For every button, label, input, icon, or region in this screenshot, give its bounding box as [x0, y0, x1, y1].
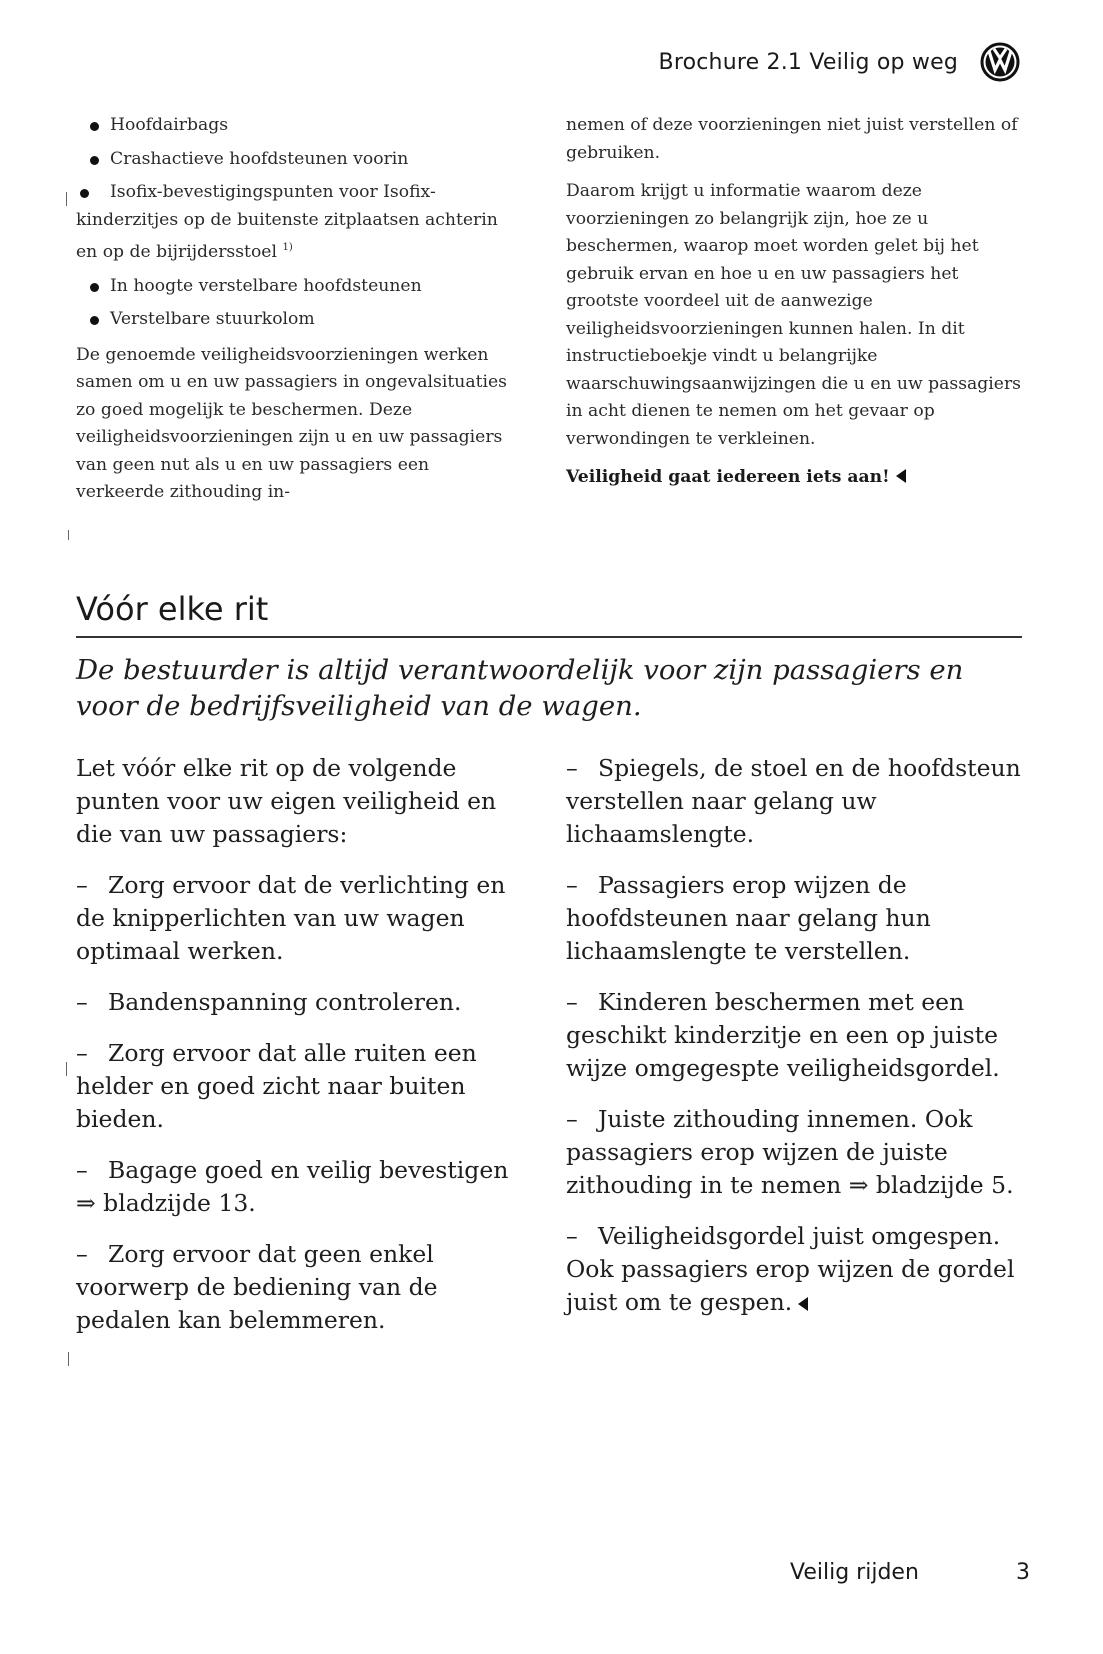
page-header: [600, 42, 1020, 82]
page-number: 3: [1016, 1560, 1030, 1585]
checklist-item: – Passagiers erop wijzen de hoofdsteunen naar gelang hun lichaamslengte te verstellen.: [566, 871, 931, 965]
list-item: Verstelbare stuurkolom: [76, 306, 521, 334]
dash-icon: –: [76, 988, 88, 1016]
list-item: Isofix-bevestigingspunten voor Isofix-kinderzitjes op de buitenste zitplaatsen achterin en op de bijrijdersstoel $^{1)}$: [76, 179, 521, 267]
vw-logo-icon: [980, 42, 1020, 82]
change-bar: [66, 192, 67, 206]
dash-icon: –: [566, 1222, 578, 1250]
checklist-item: [76, 1154, 531, 1220]
section-divider: [76, 636, 1022, 638]
checklist-item: – Veiligheidsgordel juist omgespen. Ook passagiers erop wijzen de gordel juist om te gespen.: [566, 1222, 1015, 1316]
checklist-item: – Zorg ervoor dat geen enkel voorwerp de bediening van de pedalen kan belemmeren.: [76, 1240, 438, 1334]
list-item: Hoofdairbags: [76, 112, 521, 140]
section-title: Vóór elke rit: [76, 590, 269, 628]
checklist-item: – Spiegels, de stoel en de hoofdsteun verstellen naar gelang uw lichaamslengte.: [566, 754, 1021, 848]
checklist-intro: Let vóór elke rit op de volgende punten voor uw eigen veiligheid en die van uw passagiers:: [76, 754, 497, 848]
body-paragraph: nemen of deze voorzieningen niet juist verstellen of gebruiken.: [566, 115, 1018, 163]
dash-icon: –: [76, 871, 88, 899]
dash-icon: –: [76, 1156, 88, 1184]
checklist-left-column: [76, 752, 531, 1355]
footnote-marker: 1): [282, 242, 293, 253]
end-of-section-icon: [798, 1297, 808, 1311]
page-footer: [790, 1560, 1030, 1585]
dash-icon: –: [76, 1039, 88, 1067]
dash-icon: –: [566, 871, 578, 899]
intro-right-column: [566, 112, 1026, 503]
change-bar: [68, 530, 69, 540]
page-reference[interactable]: Juiste zithouding innemen. Ook passagiers erop wijzen de juiste zithouding in te nemen ⇒ bladzijde 5.: [566, 1105, 1014, 1199]
body-paragraph: Daarom krijgt u informatie waarom deze voorzieningen zo belangrijk zijn, hoe ze u beschermen, waarop moet worden gelet bij het gebruik ervan en hoe u en uw passagiers het grootste voordeel uit de aanwezige veiligheidsvoorzieningen kunnen halen. In dit instructieboekje vindt u belangrijke waarschuwingsaanwijzingen die u en uw passagiers in acht dienen te nemen om het gevaar op verwondingen te verkleinen.: [566, 181, 1021, 449]
closing-statement: Veiligheid gaat iedereen iets aan!: [566, 464, 1026, 492]
checklist-item: – Kinderen beschermen met een geschikt kinderzitje en een op juiste wijze omgegespte veiligheidsgordel.: [566, 988, 1000, 1082]
change-bar: [66, 1062, 67, 1076]
section-lead: De bestuurder is altijd verantwoordelijk voor zijn passagiers en voor de bedrijfsveiligheid van de wagen.: [76, 654, 964, 722]
checklist-item: – Zorg ervoor dat alle ruiten een helder en goed zicht naar buiten bieden.: [76, 1039, 477, 1133]
checklist-item: – Zorg ervoor dat de verlichting en de knipperlichten van uw wagen optimaal werken.: [76, 871, 506, 965]
checklist-item: – Bandenspanning controleren.: [76, 986, 531, 1019]
list-item: Crashactieve hoofdsteunen voorin: [76, 146, 521, 174]
end-of-section-icon: [896, 469, 906, 483]
checklist-item: [566, 1103, 1026, 1202]
body-paragraph: De genoemde veiligheidsvoorzieningen werken samen om u en uw passagiers in ongevalsituaties zo goed mogelijk te beschermen. Deze veiligheidsvoorzieningen zijn u en uw passagiers van geen nut als u en uw passagiers een verkeerde zithouding in-: [76, 344, 507, 502]
change-bar: [68, 1352, 69, 1366]
safety-features-list: [76, 112, 521, 334]
header-title: Brochure 2.1 Veilig op weg: [658, 49, 958, 75]
dash-icon: –: [76, 1240, 88, 1268]
dash-icon: –: [566, 988, 578, 1016]
page-reference[interactable]: Bagage goed en veilig bevestigen ⇒ bladzijde 13.: [76, 1156, 509, 1217]
dash-icon: –: [566, 1105, 578, 1133]
checklist-right-column: [566, 752, 1026, 1337]
footer-section-name: Veilig rijden: [790, 1560, 919, 1585]
intro-left-column: [76, 112, 521, 518]
dash-icon: –: [566, 754, 578, 782]
list-item: In hoogte verstelbare hoofdsteunen: [76, 273, 521, 301]
